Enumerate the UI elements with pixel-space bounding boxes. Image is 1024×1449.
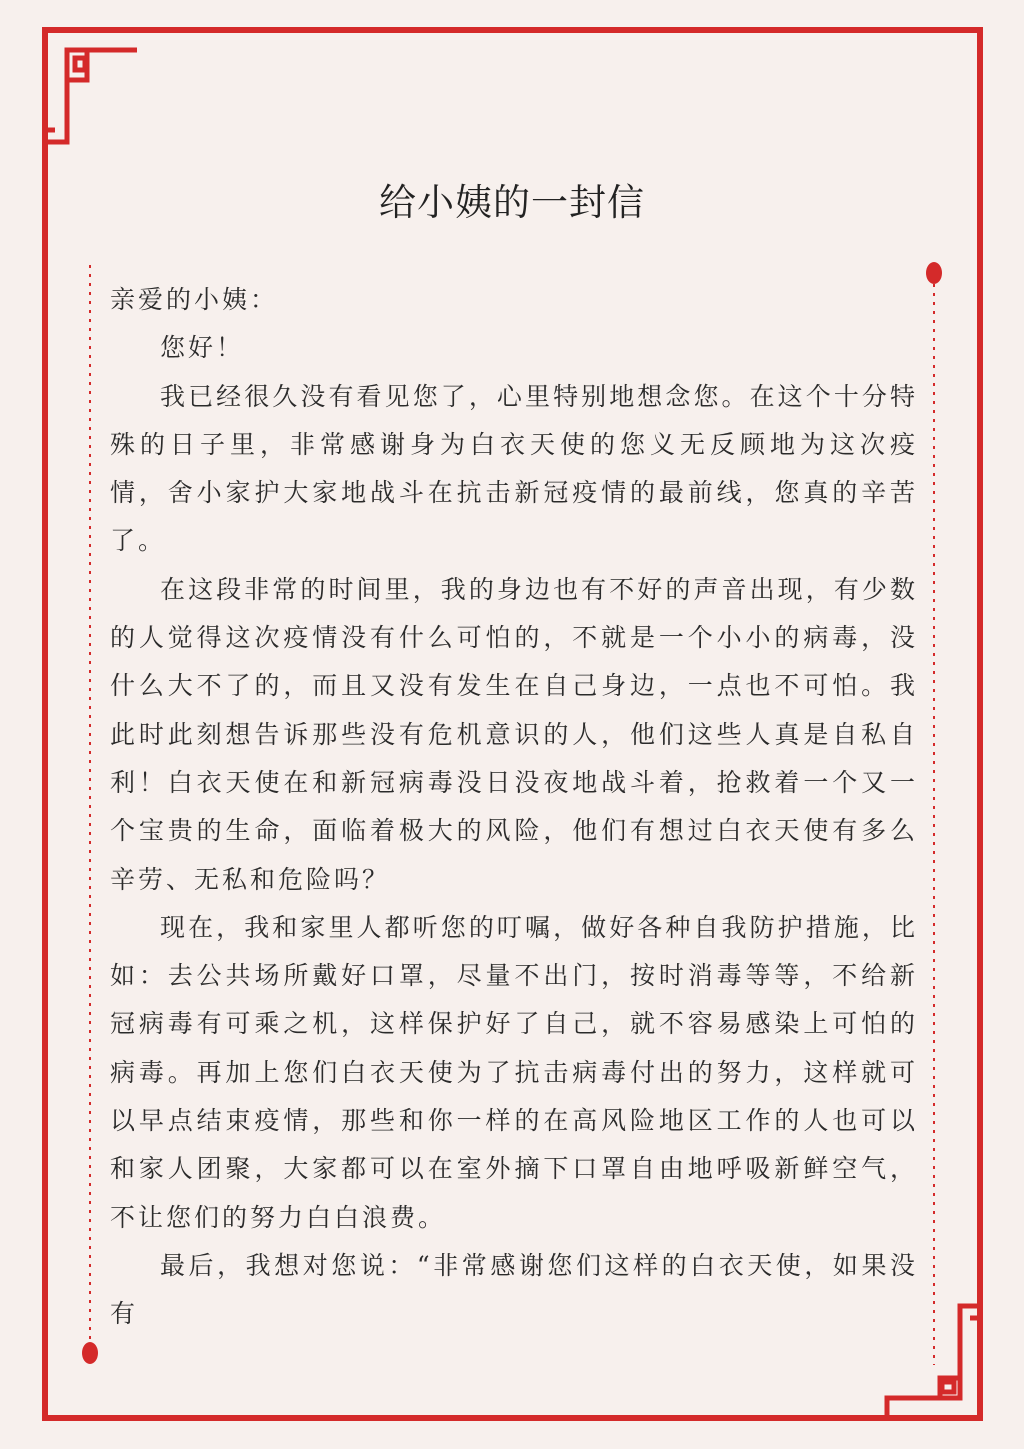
- paragraph: 我已经很久没有看见您了，心里特别地想念您。在这个十分特殊的日子里，非常感谢身为白衣天使的您义无反顾地为这次疫情，舍小家护大家地战斗在抗击新冠疫情的最前线，您真的辛苦了。: [110, 381, 918, 556]
- paragraph: 现在，我和家里人都听您的叮嘱，做好各种自我防护措施，比如：去公共场所戴好口罩，尽量不出门，按时消毒等等，不给新冠病毒有可乘之机，这样保护好了自己，就不容易感染上可怕的病毒。再加上您们白衣天使为了抗击病毒付出的努力，这样就可以早点结束疫情，那些和你一样的在高风险地区工作的人也可以和家人团聚，大家都可以在室外摘下口罩自由地呼吸新鲜空气，不让您们的努力白白浪费。: [110, 912, 918, 1232]
- greeting: 您好！: [160, 333, 245, 363]
- letter-title: 给小姨的一封信: [379, 181, 645, 224]
- corner-ornament-top-left: [45, 50, 137, 142]
- salutation: 亲爱的小姨：: [110, 285, 279, 314]
- letter-body: [110, 276, 918, 1339]
- paragraph: 在这段非常的时间里，我的身边也有不好的声音出现，有少数的人觉得这次疫情没有什么可怕的，不就是一个小小的病毒，没什么大不了的，而且又没有发生在自己身边，一点也不可怕。我此时此刻想告诉那些没有危机意识的人，他们这些人真是自私自利！白衣天使在和新冠病毒没日没夜地战斗着，抢救着一个又一个宝贵的生命，面临着极大的风险，他们有想过白衣天使有多么辛劳、无私和危险吗？: [110, 574, 918, 894]
- paragraph: 最后，我想对您说：“非常感谢您们这样的白衣天使，如果没有: [110, 1250, 918, 1329]
- dot-bottom-left: [82, 1342, 98, 1364]
- dot-top-right: [926, 262, 942, 284]
